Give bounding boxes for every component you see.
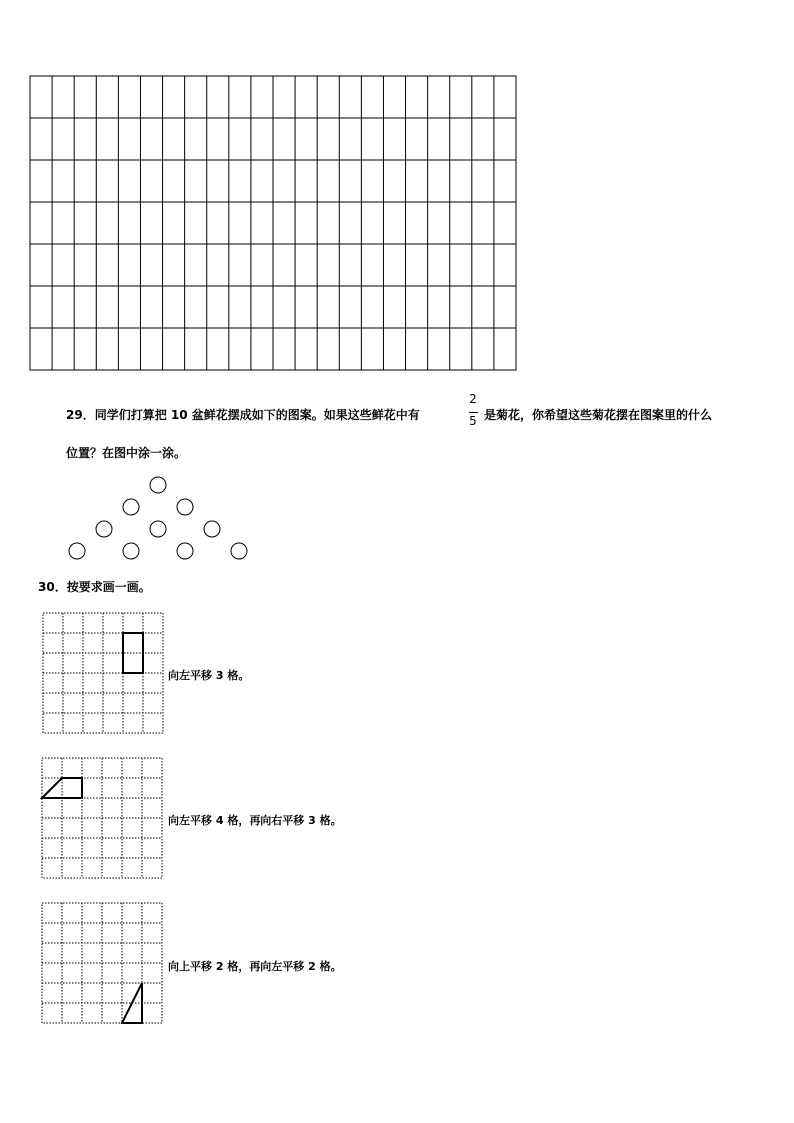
q29-line2: 位置？在图中涂一涂。: [66, 446, 187, 460]
q30-heading: [38, 578, 151, 595]
q30-title: 按要求画一画。: [66, 580, 151, 594]
task-3-instruction: 向上平移 2 格，再向左平移 2 格。: [168, 960, 342, 973]
flower-pattern: [60, 470, 260, 570]
flower-circle: [69, 543, 85, 559]
translation-grid-1: [42, 612, 166, 736]
flower-circle: [150, 477, 166, 493]
q29-line1: [66, 406, 420, 423]
flower-circle: [150, 521, 166, 537]
flower-circle: [177, 499, 193, 515]
task-1-instruction: 向左平移 3 格。: [168, 669, 250, 682]
translation-grid-2: [41, 757, 165, 881]
flower-circle: [123, 499, 139, 515]
q29-fraction-bar: [469, 412, 478, 413]
q29-text-before: 同学们打算把 10 盆鲜花摆成如下的图案。如果这些鲜花中有: [94, 408, 420, 422]
flower-circle: [177, 543, 193, 559]
q29-fraction-denominator: 5: [469, 414, 477, 428]
q30-number: 30．: [38, 580, 67, 594]
q29-fraction-numerator: 2: [469, 392, 477, 406]
q29-number: 29．: [66, 408, 95, 422]
flower-circle: [96, 521, 112, 537]
flower-circle: [231, 543, 247, 559]
task-2-instruction: 向左平移 4 格，再向右平移 3 格。: [168, 814, 342, 827]
translation-grid-3: [41, 902, 165, 1026]
flower-circle: [123, 543, 139, 559]
flower-circle: [204, 521, 220, 537]
q29-text-after: 是菊花，你希望这些菊花摆在图案里的什么: [484, 408, 713, 422]
writing-grid: [29, 75, 517, 371]
